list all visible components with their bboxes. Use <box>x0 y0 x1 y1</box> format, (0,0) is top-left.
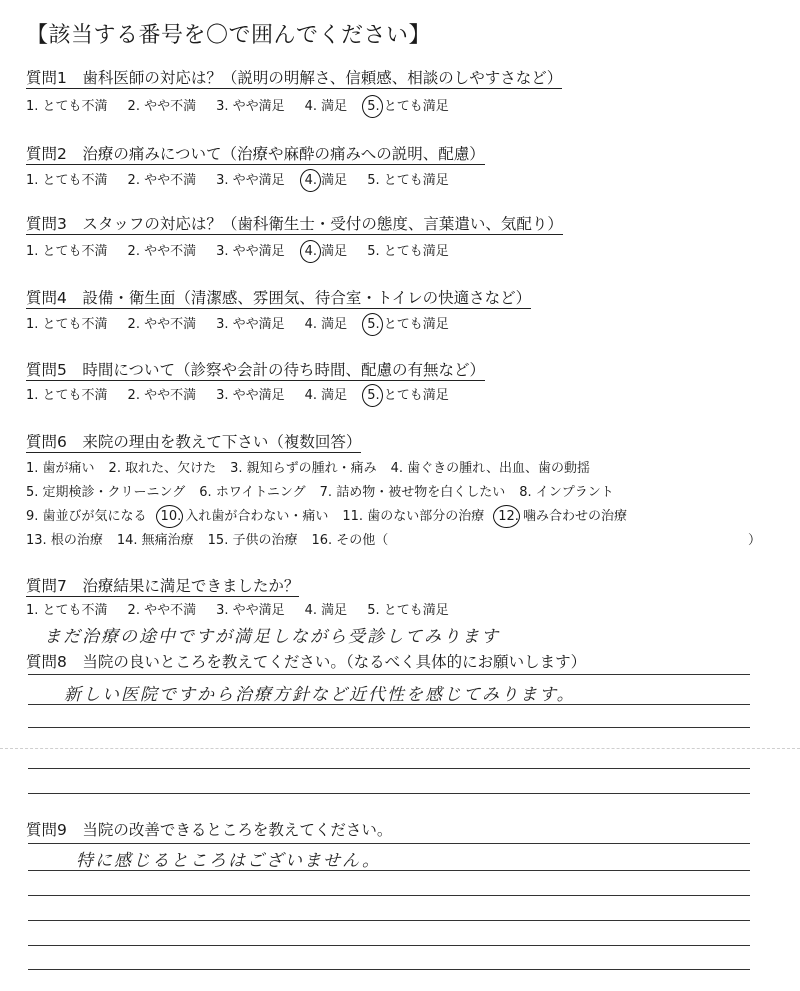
question-6-row-1 <box>26 460 604 478</box>
option-circled <box>367 387 449 405</box>
option-label: とても不満 <box>38 244 108 259</box>
option-number: 5. <box>367 244 380 259</box>
option <box>26 602 108 620</box>
option-number: 4. <box>304 603 318 618</box>
option <box>26 172 108 190</box>
option <box>208 532 298 550</box>
option <box>216 172 285 190</box>
option <box>367 172 449 190</box>
option-number: 5. <box>367 317 380 332</box>
option-label: 満足 <box>317 173 348 188</box>
option-label: やや不満 <box>139 244 197 259</box>
question-6-row-2 <box>26 484 628 502</box>
option-label: とても不満 <box>38 603 108 618</box>
option-label: とても満足 <box>379 603 449 618</box>
option-number: 2. <box>127 99 140 114</box>
option-number: 15. <box>207 533 229 548</box>
option-label: 無痛治療 <box>137 533 194 548</box>
option-label: とても満足 <box>379 388 449 403</box>
option-label: 満足 <box>317 603 348 618</box>
option-number: 4. <box>304 173 318 188</box>
option-number: 10. <box>160 509 182 524</box>
option <box>26 532 103 550</box>
option <box>305 316 348 334</box>
question-6-label: 質問6 来院の理由を教えて下さい（複数回答） <box>26 433 362 451</box>
option-number: 4. <box>390 461 404 476</box>
option-number: 1. <box>26 317 39 332</box>
option <box>305 602 348 620</box>
option <box>216 602 285 620</box>
option-number: 11. <box>342 509 364 524</box>
answer-line <box>28 704 750 705</box>
option-number: 5. <box>367 603 380 618</box>
option-label: 入れ歯が合わない・痛い <box>181 509 329 524</box>
option-number: 5. <box>26 485 39 500</box>
option-circled <box>305 172 348 190</box>
question-6-close-paren: ） <box>748 533 762 548</box>
option-label: とても満足 <box>379 317 449 332</box>
option-number: 1. <box>26 388 39 403</box>
answer-line <box>28 674 750 675</box>
option-label: 歯のない部分の治療 <box>363 509 485 524</box>
option-number: 2. <box>127 173 140 188</box>
option-label: とても不満 <box>38 317 108 332</box>
question-8-handwritten-answer: 新しい医院ですから治療方針など近代性を感じてみります。 <box>64 685 576 705</box>
question-7-options <box>26 602 469 620</box>
question-5-label: 質問5 時間について（診察や会計の待ち時間、配慮の有無など） <box>26 361 486 379</box>
option-number: 1. <box>26 173 39 188</box>
option-number: 1. <box>26 461 39 476</box>
option-number: 3. <box>216 388 229 403</box>
answer-line <box>28 870 750 871</box>
option-number: 2. <box>127 317 140 332</box>
question-4-options <box>26 316 469 334</box>
question-9-label: 質問9 当院の改善できるところを教えてください。 <box>26 821 393 839</box>
option <box>26 484 185 502</box>
question-6-row-3 <box>26 508 641 526</box>
option <box>26 460 95 478</box>
option-number: 5. <box>367 173 380 188</box>
option-label: とても満足 <box>379 173 449 188</box>
option-number: 2. <box>127 603 140 618</box>
option-number: 4. <box>304 244 318 259</box>
option-label: 噛み合わせの治療 <box>518 509 628 524</box>
option-number: 1. <box>26 99 39 114</box>
option-number: 2. <box>127 388 140 403</box>
option-label: やや満足 <box>228 173 285 188</box>
option-label: やや不満 <box>139 388 197 403</box>
option-circled <box>161 508 329 526</box>
answer-line <box>28 895 750 896</box>
option <box>305 387 348 405</box>
option <box>367 602 449 620</box>
option-label: やや満足 <box>228 244 285 259</box>
option <box>26 387 108 405</box>
option-number: 14. <box>116 533 138 548</box>
option-circled <box>305 243 348 261</box>
option <box>367 243 449 261</box>
option-label: やや不満 <box>139 317 197 332</box>
option-label: 根の治療 <box>46 533 103 548</box>
option <box>128 316 197 334</box>
option-label: とても不満 <box>38 388 108 403</box>
option-label: その他（ <box>332 533 389 548</box>
option-number: 3. <box>216 603 229 618</box>
option <box>109 460 217 478</box>
option-number: 3. <box>230 461 243 476</box>
option-number: 16. <box>311 533 333 548</box>
option-number: 8. <box>519 485 532 500</box>
option <box>128 172 197 190</box>
answer-line <box>28 945 750 946</box>
answer-line <box>28 920 750 921</box>
option <box>117 532 194 550</box>
option-number: 1. <box>26 603 39 618</box>
option-circled <box>367 316 449 334</box>
option-label: やや満足 <box>228 388 285 403</box>
option-number: 2. <box>108 461 121 476</box>
question-5-options <box>26 387 469 405</box>
option <box>342 508 484 526</box>
option-number: 4. <box>304 99 318 114</box>
option-label: 定期検診・クリーニング <box>38 485 186 500</box>
option <box>26 243 108 261</box>
option <box>519 484 614 502</box>
question-7-handwritten-answer: まだ治療の途中ですが満足しながら受診してみります <box>44 627 500 647</box>
option-number: 5. <box>367 388 380 403</box>
option-label: 歯並びが気になる <box>38 509 147 524</box>
answer-line <box>28 793 750 794</box>
option-label: 歯ぐきの腫れ、出血、歯の動揺 <box>403 461 590 476</box>
option <box>305 98 348 116</box>
option-circled <box>367 98 449 116</box>
option-number: 9. <box>26 509 39 524</box>
question-1-label: 質問1 歯科医師の対応は？（説明の明解さ、信頼感、相談のしやすさなど） <box>26 69 563 87</box>
option-number: 12. <box>498 509 519 524</box>
option <box>128 98 197 116</box>
option <box>128 243 197 261</box>
option-number: 5. <box>367 99 380 114</box>
option-label: インプラント <box>531 485 614 500</box>
option-number: 4. <box>304 317 318 332</box>
option <box>216 243 285 261</box>
option <box>216 387 285 405</box>
option-number: 2. <box>127 244 140 259</box>
option-label: 満足 <box>317 99 348 114</box>
option <box>26 98 108 116</box>
option-label: ホワイトニング <box>211 485 306 500</box>
option-label: やや不満 <box>139 603 197 618</box>
option-number: 13. <box>26 533 47 548</box>
option-label: 満足 <box>317 244 348 259</box>
option <box>26 316 108 334</box>
question-6-row-4 <box>26 532 402 550</box>
question-1-options <box>26 98 469 116</box>
option-label: 歯が痛い <box>38 461 95 476</box>
option-label: やや満足 <box>228 317 285 332</box>
question-9-handwritten-answer: 特に感じるところはございません。 <box>76 851 382 871</box>
option-label: やや不満 <box>139 99 197 114</box>
option-label: やや満足 <box>228 603 285 618</box>
option-label: 親知らずの腫れ・痛み <box>242 461 377 476</box>
option-number: 1. <box>26 244 39 259</box>
option-number: 3. <box>216 244 229 259</box>
option-label: やや不満 <box>139 173 197 188</box>
answer-line <box>28 843 750 844</box>
option <box>311 532 388 550</box>
question-2-label: 質問2 治療の痛みについて（治療や麻酔の痛みへの説明、配慮） <box>26 145 485 163</box>
option-circled <box>498 508 627 526</box>
option-label: とても満足 <box>379 99 449 114</box>
option <box>216 98 285 116</box>
scan-fold-line <box>0 748 800 749</box>
option-label: 満足 <box>317 317 348 332</box>
page-title: 【該当する番号を〇で囲んでください】 <box>26 23 432 48</box>
answer-line <box>28 768 750 769</box>
option-number: 3. <box>216 317 229 332</box>
answer-line <box>28 969 750 970</box>
option-label: とても不満 <box>38 99 108 114</box>
option-label: とても不満 <box>38 173 108 188</box>
question-3-label: 質問3 スタッフの対応は？（歯科衛生士・受付の態度、言葉遣い、気配り） <box>26 215 563 233</box>
option-label: とても満足 <box>379 244 449 259</box>
option-number: 3. <box>216 99 229 114</box>
option <box>230 460 377 478</box>
option-number: 3. <box>216 173 229 188</box>
question-4-label: 質問4 設備・衛生面（清潔感、雰囲気、待合室・トイレの快適さなど） <box>26 289 532 307</box>
option <box>128 602 197 620</box>
option-number: 7. <box>319 485 333 500</box>
option <box>199 484 305 502</box>
option-label: 満足 <box>317 388 348 403</box>
option <box>128 387 197 405</box>
option-label: 取れた、欠けた <box>120 461 217 476</box>
question-2-options <box>26 172 469 190</box>
question-7-label: 質問7 治療結果に満足できましたか？ <box>26 577 300 595</box>
option <box>26 508 147 526</box>
option-label: 詰め物・被せ物を白くしたい <box>332 485 506 500</box>
option-label: やや満足 <box>228 99 285 114</box>
option <box>391 460 590 478</box>
question-3-options <box>26 243 469 261</box>
option <box>320 484 506 502</box>
option-number: 6. <box>199 485 212 500</box>
option-number: 4. <box>304 388 318 403</box>
question-8-label: 質問8 当院の良いところを教えてください。（なるべく具体的にお願いします） <box>26 653 587 671</box>
answer-line <box>28 727 750 728</box>
option <box>216 316 285 334</box>
option-label: 子供の治療 <box>228 533 298 548</box>
